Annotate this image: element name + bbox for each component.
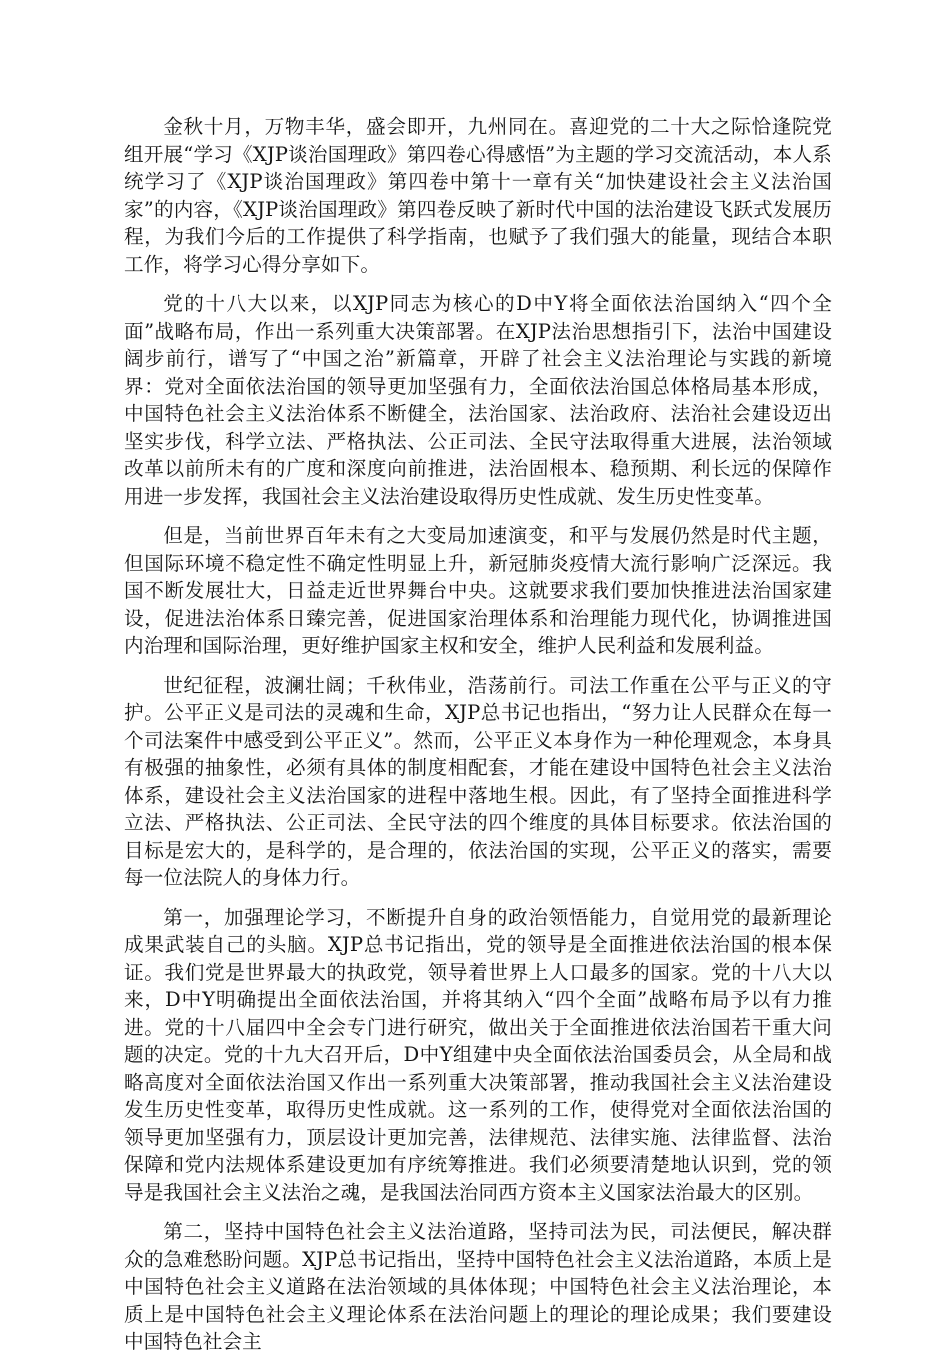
paragraph-justice: 世纪征程，波澜壮阔；千秋伟业，浩荡前行。司法工作重在公平与正义的守护。公平正义是司法的灵魂和生命，XJP总书记也指出，“努力让人民群众在每一个司法案件中感受到公平正义”。然而，公平正义本身作为一种伦理观念，本身具有极强的抽象性，必须有具体的制度相配套，才能在建设中国特色社会主义法治体系，建设社会主义法治国家的进程中落地生根。因此，有了坚持全面推进科学立法、严格执法、公正司法、全民守法的四个维度的具体目标要求。依法治国的目标是宏大的，是科学的，是合理的，依法治国的实现，公平正义的落实，需要每一位法院人的身体力行。 (124, 673, 832, 889)
paragraph-context: 但是，当前世界百年未有之大变局加速演变，和平与发展仍然是时代主题，但国际环境不稳定性不确定性明显上升，新冠肺炎疫情大流行影响广泛深远。我国不断发展壮大，日益走近世界舞台中央。这就要求我们要加快推进法治国家建设，促进法治体系日臻完善，促进国家治理体系和治理能力现代化，协调推进国内治理和国际治理，更好维护国家主权和安全，维护人民利益和发展利益。 (124, 524, 832, 657)
paragraph-point-two: 第二，坚持中国特色社会主义法治道路，坚持司法为民，司法便民，解决群众的急难愁盼问题。XJP总书记指出，坚持中国特色社会主义法治道路，本质上是中国特色社会主义道路在法治领域的具体体现；中国特色社会主义法治理论，本质上是中国特色社会主义理论体系在法治问题上的理论的理论成果；我们要建设中国特色社会主 (124, 1220, 832, 1353)
document-body (124, 113, 832, 1368)
paragraph-intro: 金秋十月，万物丰华，盛会即开，九州同在。喜迎党的二十大之际恰逢院党组开展“学习《XJP谈治国理政》第四卷心得感悟”为主题的学习交流活动，本人系统学习了《XJP谈治国理政》第四卷中第十一章有关“加快建设社会主义法治国家”的内容，《XJP谈治国理政》第四卷反映了新时代中国的法治建设飞跃式发展历程，为我们今后的工作提供了科学指南，也赋予了我们强大的能量，现结合本职工作，将学习心得分享如下。 (124, 115, 832, 276)
paragraph-point-one: 第一，加强理论学习，不断提升自身的政治领悟能力，自觉用党的最新理论成果武装自己的头脑。XJP总书记指出，党的领导是全面推进依法治国的根本保证。我们党是世界最大的执政党，领导着世界上人口最多的国家。党的十八大以来，D中Y明确提出全面依法治国，并将其纳入“四个全面”战略布局予以有力推进。党的十八届四中全会专门进行研究，做出关于全面推进依法治国若干重大问题的决定。党的十九大召开后，D中Y组建中央全面依法治国委员会，从全局和战略高度对全面依法治国又作出一系列重大决策部署，推动我国社会主义法治建设发生历史性变革，取得历史性成就。这一系列的工作，使得党对全面依法治国的领导更加坚强有力，顶层设计更加完善，法律规范、法律实施、法律监督、法治保障和党内法规体系建设更加有序统筹推进。我们必须要清楚地认识到，党的领导是我国社会主义法治之魂，是我国法治同西方资本主义国家法治最大的区别。 (124, 905, 832, 1204)
paragraph-achievements: 党的十八大以来，以XJP同志为核心的D中Y将全面依法治国纳入“四个全面”战略布局，作出一系列重大决策部署。在XJP法治思想指引下，法治中国建设阔步前行，谱写了“中国之治”新篇章，开辟了社会主义法治理论与实践的新境界：党对全面依法治国的领导更加坚强有力，全面依法治国总体格局基本形成，中国特色社会主义法治体系不断健全，法治国家、法治政府、法治社会建设迈出坚实步伐，科学立法、严格执法、公正司法、全民守法取得重大进展，法治领域改革以前所未有的广度和深度向前推进，法治固根本、稳预期、利长远的保障作用进一步发挥，我国社会主义法治建设取得历史性成就、发生历史性变革。 (124, 292, 832, 508)
